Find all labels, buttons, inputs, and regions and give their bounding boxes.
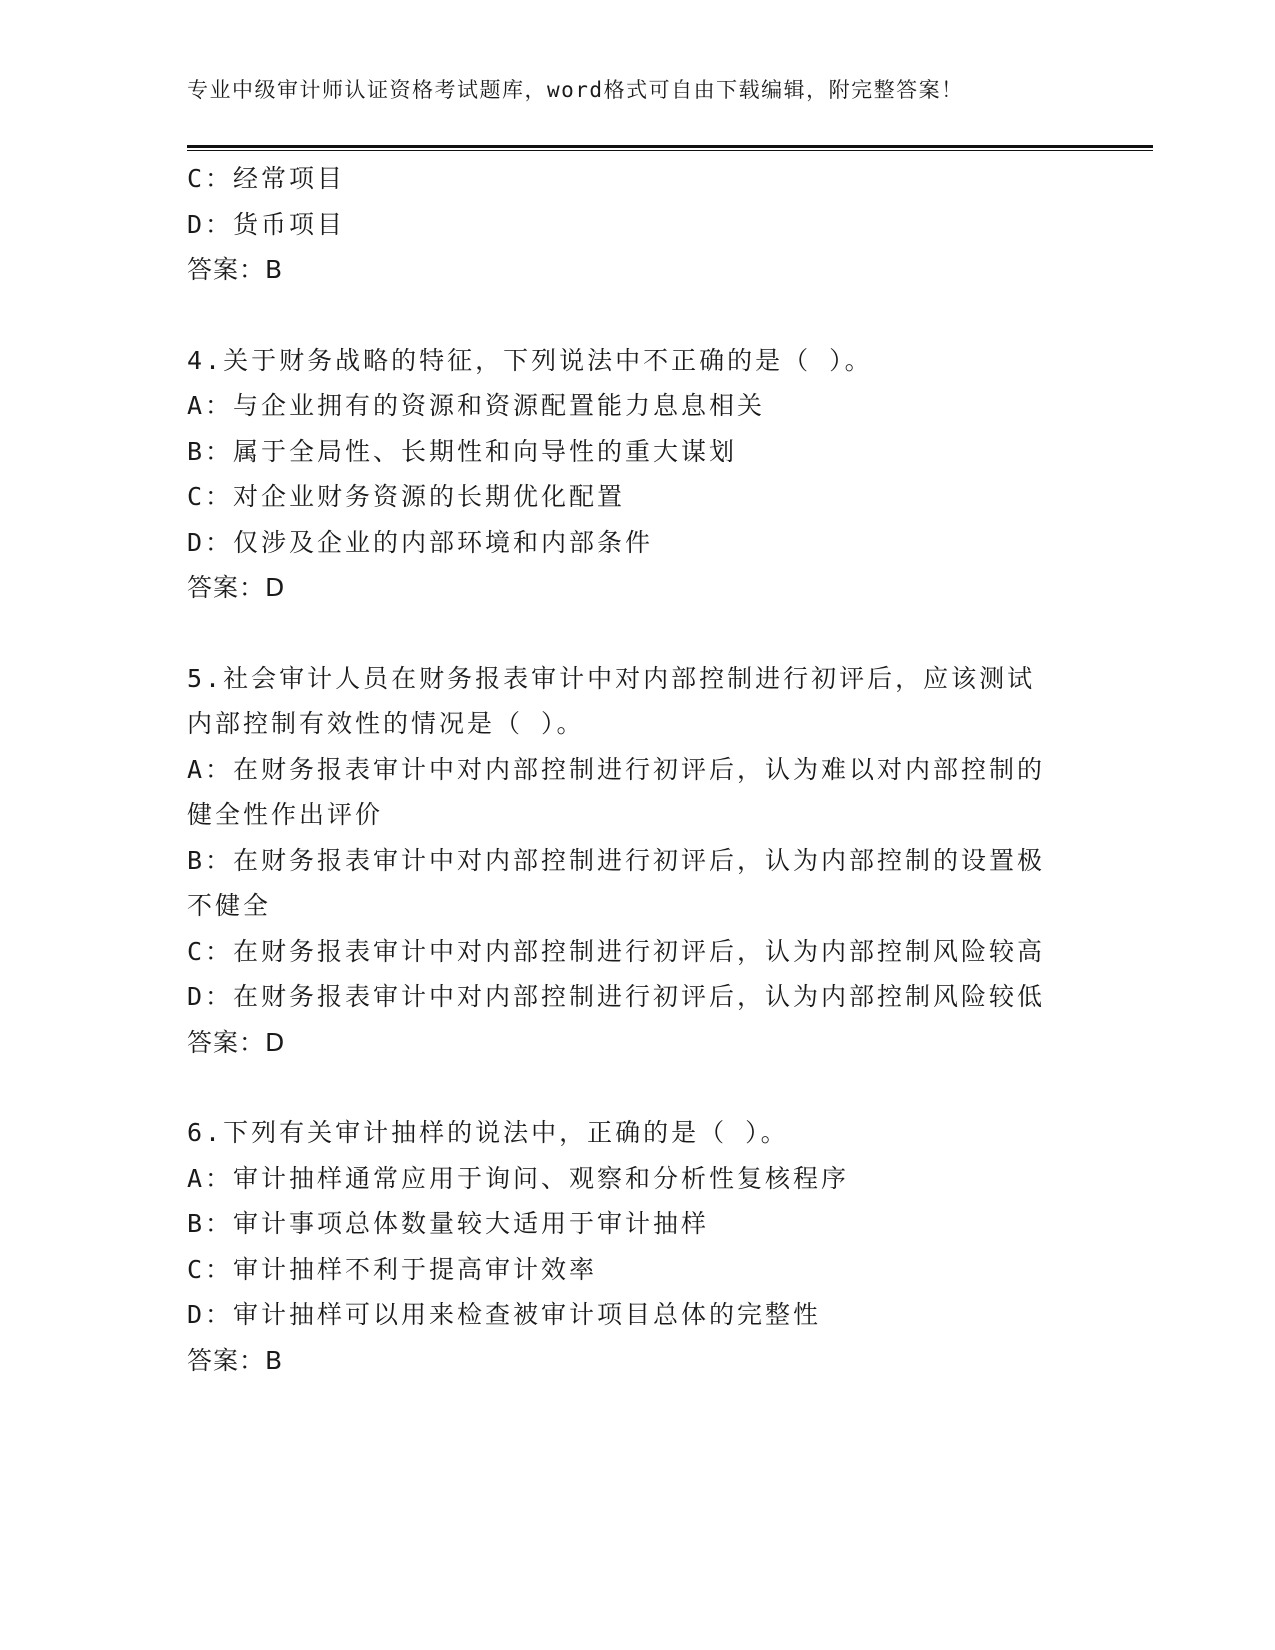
page-header: 专业中级审计师认证资格考试题库，word格式可自由下载编辑，附完整答案！: [187, 78, 964, 102]
text-line: 4.关于财务战略的特征，下列说法中不正确的是（ ）。: [187, 345, 873, 375]
text-line: A：在财务报表审计中对内部控制进行初评后，认为难以对内部控制的: [187, 754, 1046, 784]
answer-line: 答案：D: [187, 1027, 286, 1057]
section-gap: [187, 293, 1087, 338]
text-line: D：仅涉及企业的内部环境和内部条件: [187, 527, 654, 557]
text-line: C：经常项目: [187, 164, 346, 193]
text-line: 内部控制有效性的情况是（ ）。: [187, 709, 585, 738]
answer-line: 答案：D: [187, 573, 286, 602]
text-line: C：审计抽样不利于提高审计效率: [187, 1254, 598, 1284]
section-gap: [187, 611, 1087, 656]
text-line: A：与企业拥有的资源和资源配置能力息息相关: [187, 391, 766, 420]
text-line: 健全性作出评价: [187, 800, 384, 829]
text-line: B：在财务报表审计中对内部控制进行初评后，认为内部控制的设置极: [187, 845, 1046, 875]
header-rule-thick: [187, 145, 1153, 148]
answer-line: 答案：B: [187, 255, 284, 284]
answer-line: 答案：B: [187, 1345, 284, 1375]
text-line: 5.社会审计人员在财务报表审计中对内部控制进行初评后，应该测试: [187, 663, 1036, 693]
text-line: 不健全: [187, 891, 272, 920]
question-content: [187, 156, 1087, 1383]
text-line: C：对企业财务资源的长期优化配置: [187, 482, 626, 511]
text-line: C：在财务报表审计中对内部控制进行初评后，认为内部控制风险较高: [187, 936, 1046, 966]
text-line: D：审计抽样可以用来检查被审计项目总体的完整性: [187, 1300, 822, 1329]
section-gap: [187, 1065, 1087, 1110]
text-line: D：货币项目: [187, 209, 346, 239]
text-line: A：审计抽样通常应用于询问、观察和分析性复核程序: [187, 1163, 850, 1193]
text-line: 6.下列有关审计抽样的说法中，正确的是（ ）。: [187, 1118, 789, 1147]
text-line: B：审计事项总体数量较大适用于审计抽样: [187, 1209, 710, 1238]
text-line: D：在财务报表审计中对内部控制进行初评后，认为内部控制风险较低: [187, 982, 1046, 1011]
text-line: B：属于全局性、长期性和向导性的重大谋划: [187, 436, 738, 466]
header-rule-thin: [187, 150, 1153, 151]
